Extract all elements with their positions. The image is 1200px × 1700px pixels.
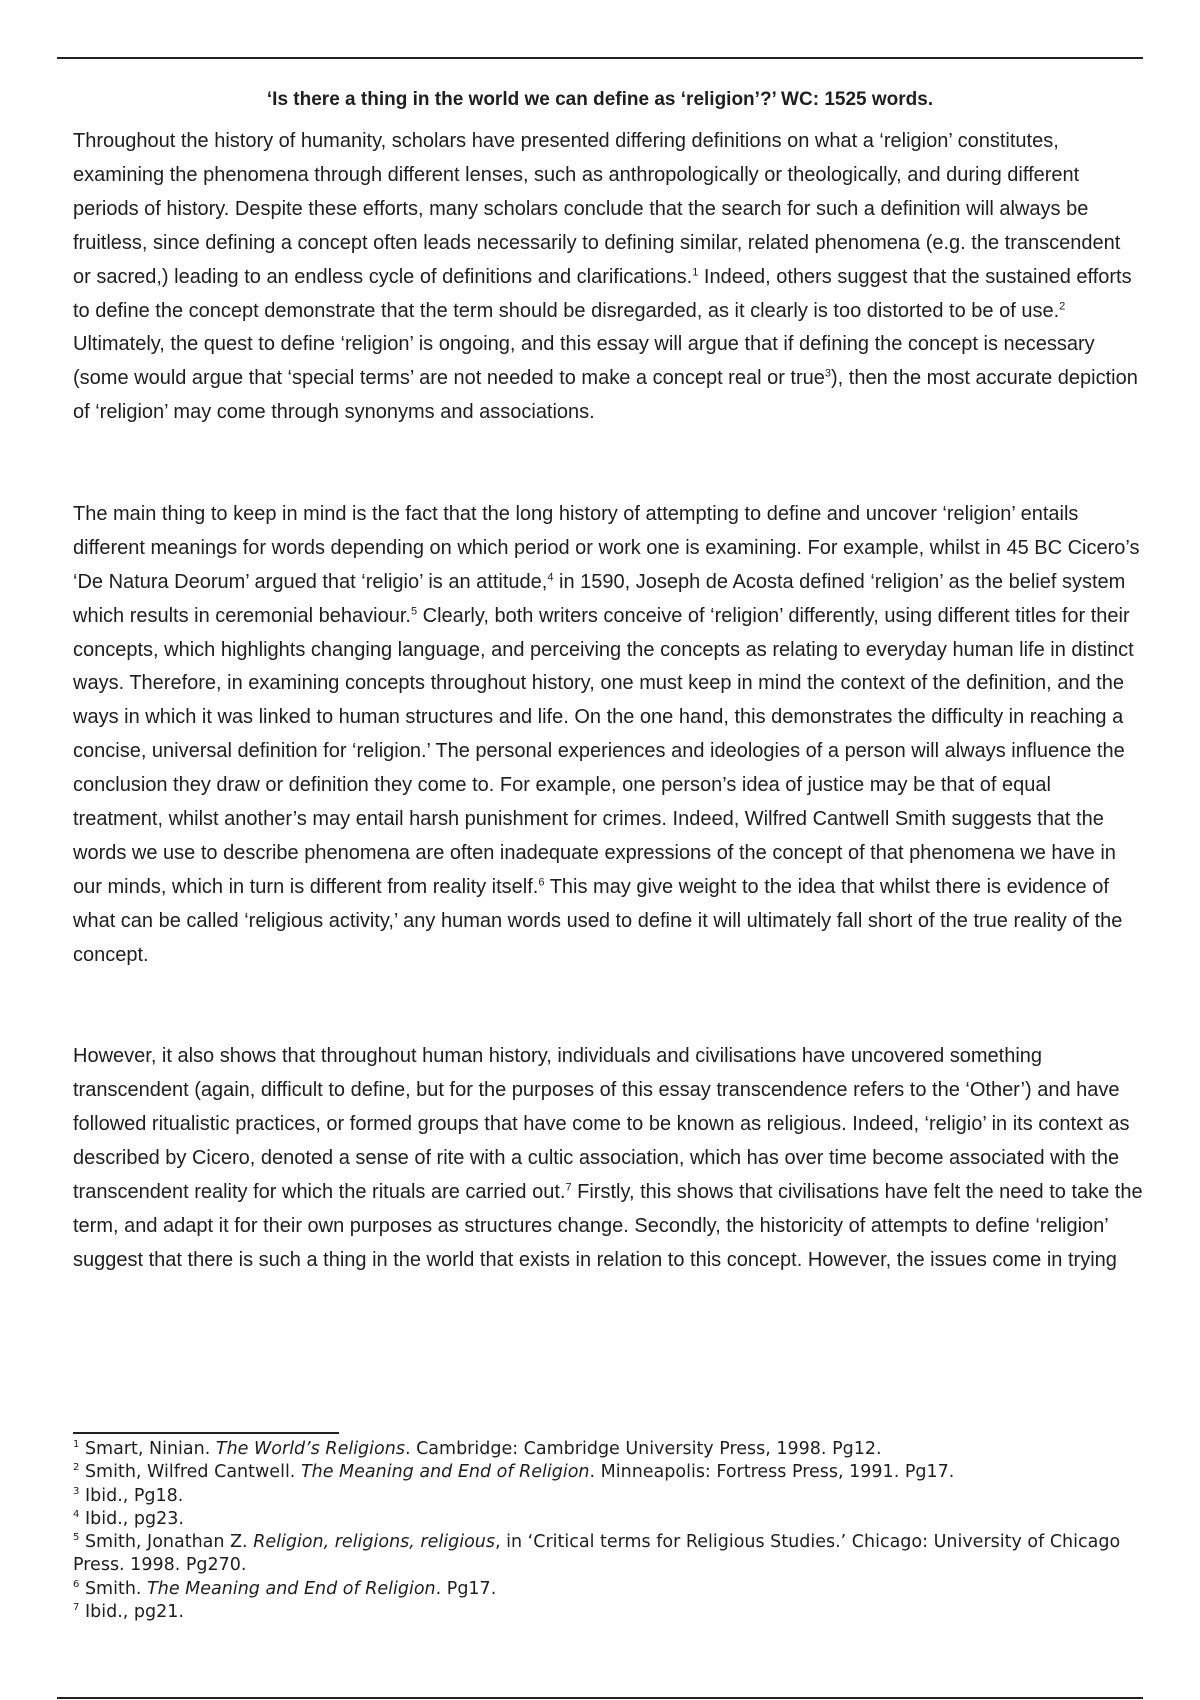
paragraph-2-text-d: This may give weight to the idea that whilst there is evidence of what can be called ‘religious activity,’ any human words used to define it will ultimately fall short of the true reality of the concept. [73,875,1123,966]
footnote-text: Ibid., Pg18. [84,1485,184,1506]
footnote-text: . Pg17. [435,1578,497,1599]
paragraph-3-text-a: However, it also shows that throughout human history, individuals and civilisations have uncovered something transcendent (again, difficult to define, but for the purposes of this essay transcendence refers to the ‘Other’) and have followed ritualistic practices, or formed groups that have come to be known as religious. Indeed, ‘religio’ in its context as described by Cicero, denoted a sense of rite with a cultic association, which has over time become associated with the transcendent reality for which the rituals are carried out. [73,1045,1130,1204]
footnote-title: The Meaning and End of Religion [300,1462,590,1483]
footnote-ref-2: 2 [1059,299,1066,312]
footnote-number: 5 [73,1532,80,1544]
footnote-number: 6 [73,1578,80,1590]
paragraph-1-text-b: Indeed, others suggest that the sustained efforts to define the concept demonstrate that the term should be disregarded, as it clearly is too distorted to be of use. [73,265,1132,322]
footnote [73,1438,1133,1461]
paragraph-2 [73,498,1143,973]
paragraph-2-text-c: Clearly, both writers conceive of ‘religion’ differently, using different titles for their concepts, which highlights changing language, and perceiving the concepts as relating to everyday human life in distinct ways. Therefore, in examining concepts throughout history, one must keep in mind the context of the definition, and the ways in which it was linked to human structures and life. On the one hand, this demonstrates the difficulty in reaching a concise, universal definition for ‘religion.’ The personal experiences and ideologies of a person will always influence the conclusion they draw or definition they come to. For example, one person’s idea of justice may be that of equal treatment, whilst another’s may entail harsh punishment for crimes. Indeed, Wilfred Cantwell Smith suggests that the words we use to describe phenomena are often inadequate expressions of the concept of that phenomena we have in our minds, which in turn is different from reality itself. [73,604,1134,898]
footnote-text: . Cambridge: Cambridge University Press, 1998. Pg12. [404,1439,882,1459]
footnote-text: . Minneapolis: Fortress Press, 1991. Pg17. [589,1462,955,1483]
footnote [73,1531,1133,1578]
footnote-text: Smith, Wilfred Cantwell. [84,1462,301,1483]
paragraph-2-text-b: in 1590, Joseph de Acosta defined ‘religion’ as the belief system which results in ceremonial behaviour. [73,570,1126,627]
paragraph-1-text-d: ), then the most accurate depiction of ‘religion’ may come through synonyms and associations. [73,367,1138,424]
bottom-border-line [57,1697,1143,1699]
footnote [73,1461,1133,1484]
footnote-title: The Meaning and End of Religion [147,1578,436,1599]
footnote-text: Ibid., pg21. [84,1602,184,1623]
footnote-ref-6: 6 [538,876,545,889]
footnote-number: 2 [73,1462,80,1474]
paragraph-1 [73,125,1143,430]
footnote [73,1485,1133,1508]
footnote-ref-7: 7 [565,1181,572,1194]
footnote-text: Smith, Jonathan Z. [84,1532,254,1553]
footnote-title: Religion, religions, religious [253,1532,496,1553]
footnotes [73,1438,1133,1624]
top-border-line [57,57,1143,59]
essay-body [73,125,1143,1278]
footnote [73,1601,1133,1624]
paragraph-3 [73,1040,1143,1277]
footnote-text: , in ‘Critical terms for Religious Studies.’ Chicago: University of Chicago Press. 1998. Pg270. [73,1532,1121,1576]
paragraph-2-text-a: The main thing to keep in mind is the fact that the long history of attempting to define and uncover ‘religion’ entails different meanings for words depending on which period or work one is examining. For example, whilst in 45 BC Cicero’s ‘De Natura Deorum’ argued that ‘religio’ is an attitude, [73,502,1140,593]
footnote-text: Smart, Ninian. [84,1439,216,1459]
footnote-number: 7 [73,1602,80,1614]
footnote-title: The World’s Religions [215,1439,405,1459]
paragraph-1-text-a: Throughout the history of humanity, scholars have presented differing definitions on what a ‘religion’ constitutes, examining the phenomena through different lenses, such as anthropologically or theologically, and during different periods of history. Despite these efforts, many scholars conclude that the search for such a definition will always be fruitless, since defining a concept often leads necessarily to defining similar, related phenomena (e.g. the transcendent or sacred,) leading to an endless cycle of definitions and clarifications. [73,130,1121,288]
footnote [73,1578,1133,1601]
footnote-number: 3 [73,1485,80,1497]
footnote-text: Ibid., pg23. [84,1508,184,1529]
paragraph-1-text-c: Ultimately, the quest to define ‘religion’ is ongoing, and this essay will argue that if defining the concept is necessary (some would argue that ‘special terms’ are not needed to make a concept real or true [73,333,1095,390]
footnote [73,1508,1133,1531]
footnote-separator [73,1432,339,1434]
footnote-ref-1: 1 [692,265,699,278]
essay-title: ‘Is there a thing in the world we can define as ‘religion’?’ WC: 1525 words. [266,88,934,110]
footnote-number: 1 [73,1439,80,1451]
footnote-text: Smith. [84,1578,148,1599]
footnote-ref-5: 5 [410,605,418,618]
footnote-ref-3: 3 [824,367,832,380]
paragraph-3-text-b: Firstly, this shows that civilisations have felt the need to take the term, and adapt it for their own purposes as structures change. Secondly, the historicity of attempts to define ‘religion’ suggest that there is such a thing in the world that exists in relation to this concept. However, the issues come in trying [73,1181,1143,1271]
footnote-number: 4 [73,1509,80,1521]
footnote-ref-4: 4 [547,571,554,584]
